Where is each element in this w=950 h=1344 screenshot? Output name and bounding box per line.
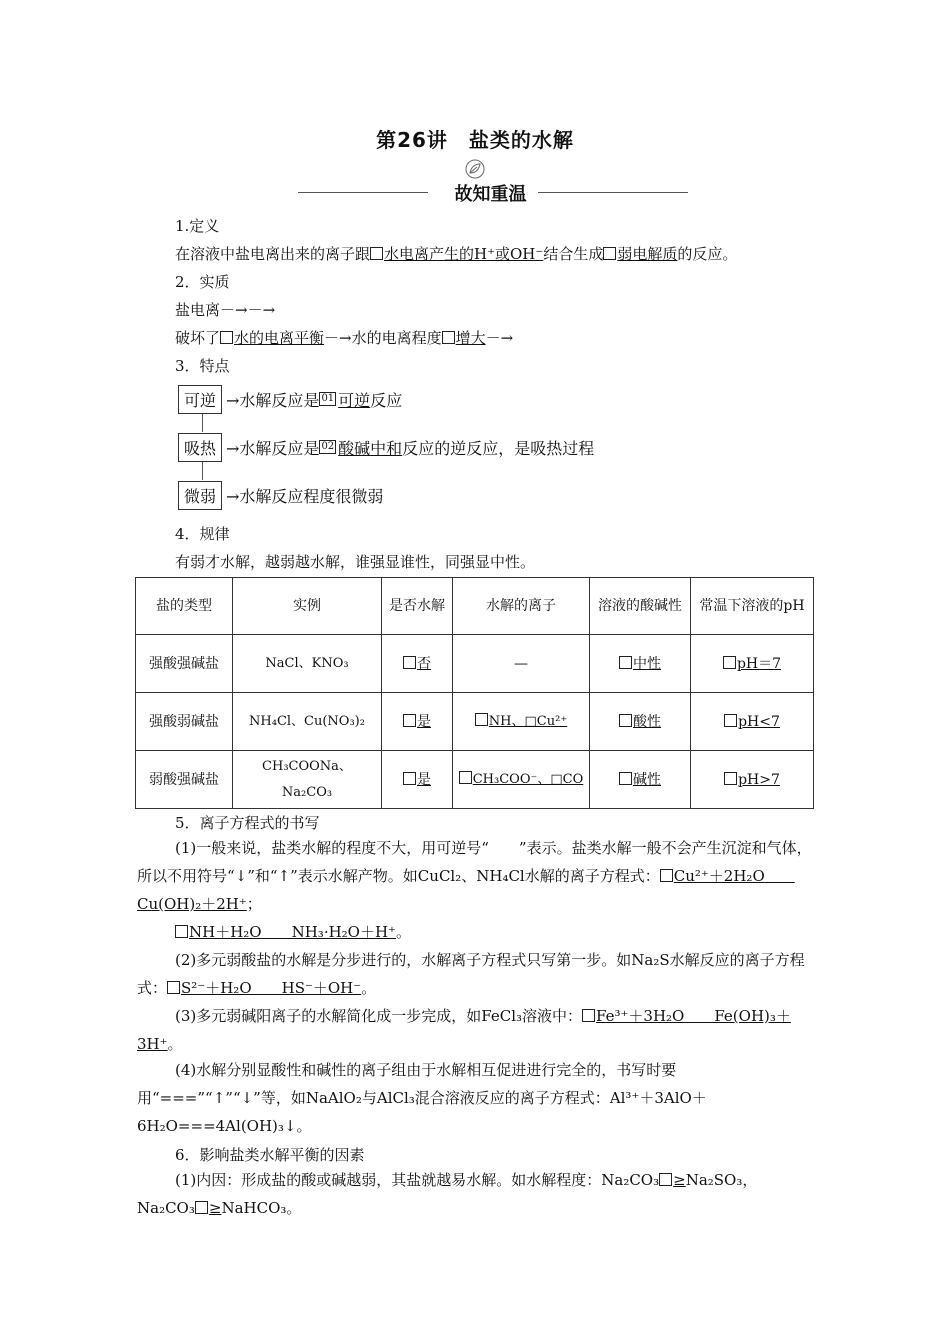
ionic-p1-blank: Cu²⁺＋2H₂O Cu(OH)₂＋2H⁺ <box>137 867 795 913</box>
section-label: 故知重温 <box>454 184 527 205</box>
factors-heading: 6．影响盐类水解平衡的因素 <box>175 1146 365 1164</box>
answer-box <box>659 1173 672 1186</box>
essence-line2-a: 破坏了 <box>175 329 221 347</box>
feature-blank: 可逆 <box>338 390 371 410</box>
table-cell-type: 强酸弱碱盐 <box>136 693 233 751</box>
feature-box-label: 吸热 <box>178 433 222 462</box>
answer-box <box>475 713 488 726</box>
table-header: 溶液的酸碱性 <box>590 578 691 635</box>
table-row <box>136 635 814 693</box>
ionic-p2-text: (2)多元弱酸盐的水解是分步进行的，水解离子方程式只写第一步。如Na₂S水解反应的离子方程式： <box>137 951 805 997</box>
table-cell-type: 弱酸强碱盐 <box>136 751 233 809</box>
answer-text: 是 <box>417 771 431 788</box>
definition-text-c: 的反应。 <box>677 245 738 263</box>
table-header: 盐的类型 <box>136 578 233 635</box>
essence-blank-1: 水的电离平衡 <box>234 329 325 347</box>
ionic-p2-end: 。 <box>361 979 377 997</box>
feature-row-reversible <box>178 384 402 414</box>
ionic-heading: 5．离子方程式的书写 <box>175 814 320 832</box>
answer-box <box>619 714 632 727</box>
answer-box <box>724 714 737 727</box>
answer-box <box>459 771 472 784</box>
table-cell-ions <box>453 751 590 809</box>
definition-blank-1: 水电离产生的H⁺或OH⁻ <box>384 245 544 263</box>
definition-text <box>175 243 737 264</box>
answer-box <box>582 1009 595 1022</box>
ionic-p1b-blank: NH＋H₂O NH₃·H₂O＋H⁺ <box>189 923 396 941</box>
factors-blank-2: ≥ <box>208 1199 222 1217</box>
ionic-p2-blank: S²⁻＋H₂O HS⁻＋OH⁻ <box>181 979 362 997</box>
answer-text: pH＝7 <box>736 655 782 672</box>
table-cell-ph <box>691 751 814 809</box>
ionic-paragraph-1 <box>137 834 813 918</box>
table-row <box>136 751 814 809</box>
essence-blank-2: 增大 <box>455 329 486 347</box>
answer-box <box>442 331 455 344</box>
answer-box <box>175 925 188 938</box>
ionic-paragraph-3 <box>137 1002 813 1058</box>
answer-box <box>619 772 632 785</box>
answer-text: CH₃COO⁻、□CO <box>472 771 584 787</box>
answer-box <box>723 656 736 669</box>
feature-row-endothermic <box>178 432 594 462</box>
feature-connector <box>202 414 203 432</box>
definition-text-a: 在溶液中盐电离出来的离子跟 <box>175 245 371 263</box>
feature-number-badge: 02 <box>321 441 335 452</box>
table-cell-ions <box>453 693 590 751</box>
rules-heading: 4．规律 <box>175 525 230 543</box>
feature-connector <box>202 462 203 480</box>
table-row <box>136 693 814 751</box>
answer-box <box>403 656 416 669</box>
table-cell-ions: — <box>453 635 590 693</box>
ionic-p3-end: 。 <box>167 1035 183 1053</box>
answer-box <box>603 247 616 260</box>
answer-box <box>195 1201 208 1214</box>
definition-blank-2: 弱电解质 <box>617 245 678 263</box>
factors-mid: Na₂SO₃，Na₂CO₃ <box>137 1171 758 1217</box>
answer-text: pH>7 <box>738 771 780 788</box>
answer-box <box>660 869 673 882</box>
answer-box <box>724 772 737 785</box>
section-header <box>298 180 688 204</box>
table-cell-example: NH₄Cl、Cu(NO₃)₂ <box>233 693 382 751</box>
table-cell-hydrolyze <box>382 635 453 693</box>
section-line-right <box>538 192 688 193</box>
leaf-icon <box>465 159 485 179</box>
table-header: 是否水解 <box>382 578 453 635</box>
table-cell-ph <box>691 693 814 751</box>
ionic-paragraph-1b <box>137 918 813 946</box>
features-heading: 3．特点 <box>175 357 230 375</box>
feature-text-a: →水解反应是 <box>226 438 320 458</box>
table-cell-type: 强酸强碱盐 <box>136 635 233 693</box>
ionic-p3-blank: Fe³⁺＋3H₂O Fe(OH)₃＋3H⁺ <box>137 1007 791 1053</box>
table-cell-example: NaCl、KNO₃ <box>233 635 382 693</box>
answer-text: NH、□Cu²⁺ <box>488 713 568 729</box>
ionic-paragraph-2 <box>137 946 813 1002</box>
table-cell-ph <box>691 635 814 693</box>
answer-text: 是 <box>417 713 431 730</box>
answer-text: pH<7 <box>738 713 780 730</box>
feature-number-badge: 01 <box>321 393 335 404</box>
ionic-paragraph-4: (4)水解分别显酸性和碱性的离子组由于水解相互促进进行完全的，书写时要用“===”“↑”“↓”等，如NaAlO₂与AlCl₃混合溶液反应的离子方程式：Al³⁺＋3AlO＋6H₂O===4Al(OH)₃↓。 <box>137 1061 707 1135</box>
answer-text: 中性 <box>633 655 661 672</box>
answer-text: 否 <box>417 655 431 672</box>
essence-line2-b: －→水的电离程度 <box>324 329 442 347</box>
answer-box <box>220 331 233 344</box>
table-header: 实例 <box>233 578 382 635</box>
feature-row-weak <box>178 480 383 510</box>
answer-box <box>167 981 180 994</box>
answer-box <box>403 714 416 727</box>
table-header-row <box>136 578 814 635</box>
feature-text-a: →水解反应程度很微弱 <box>226 486 384 506</box>
table-cell-hydrolyze <box>382 693 453 751</box>
definition-text-b: 结合生成 <box>543 245 604 263</box>
answer-text: 碱性 <box>633 771 661 788</box>
rules-text: 有弱才水解，越弱越水解，谁强显谁性，同强显中性。 <box>175 553 536 571</box>
factors-paragraph-1 <box>137 1166 813 1222</box>
table-cell-acidity <box>590 693 691 751</box>
feature-blank: 酸碱中和 <box>338 438 403 458</box>
factors-blank-1: ≥ <box>673 1171 686 1189</box>
essence-line2-c: －→ <box>485 329 514 347</box>
table-header: 水解的离子 <box>453 578 590 635</box>
ionic-p3-text: (3)多元弱碱阳离子的水解简化成一步完成，如FeCl₃溶液中： <box>175 1007 583 1025</box>
feature-box-label: 微弱 <box>178 481 222 510</box>
table-header: 常温下溶液的pH <box>691 578 814 635</box>
table-cell-acidity <box>590 751 691 809</box>
table-cell-example: CH₃COONa、Na₂CO₃ <box>233 751 382 809</box>
answer-text: 酸性 <box>633 713 661 730</box>
answer-box <box>370 247 383 260</box>
answer-box <box>403 772 416 785</box>
factors-end: NaHCO₃。 <box>221 1199 302 1217</box>
feature-text-b: 反应 <box>370 390 403 410</box>
section-line-left <box>298 192 428 193</box>
page-title: 第26讲 盐类的水解 <box>376 128 574 152</box>
answer-box <box>619 656 632 669</box>
ionic-p1b-end: 。 <box>395 923 411 941</box>
feature-text-a: →水解反应是 <box>226 390 320 410</box>
ionic-p1-text: (1)一般来说，盐类水解的程度不大，用可逆号“ ”表示。盐类水解一般不会产生沉淀和气体，所以不用符号“↓”和“↑”表示水解产物。如CuCl₂、NH₄Cl水解的离子方程式： <box>137 839 812 885</box>
essence-heading: 2．实质 <box>175 273 230 291</box>
definition-heading: 1.定义 <box>175 217 220 235</box>
table-cell-hydrolyze <box>382 751 453 809</box>
feature-text-b: 反应的逆反应，是吸热过程 <box>402 438 595 458</box>
hydrolysis-table <box>135 577 814 809</box>
table-cell-acidity <box>590 635 691 693</box>
ionic-p1-end: ； <box>246 895 262 913</box>
essence-line2 <box>175 327 513 348</box>
feature-box-label: 可逆 <box>178 385 222 414</box>
essence-line1: 盐电离－→－→ <box>175 301 276 319</box>
factors-p1-text: (1)内因：形成盐的酸或碱越弱，其盐就越易水解。如水解程度：Na₂CO₃ <box>175 1171 660 1189</box>
